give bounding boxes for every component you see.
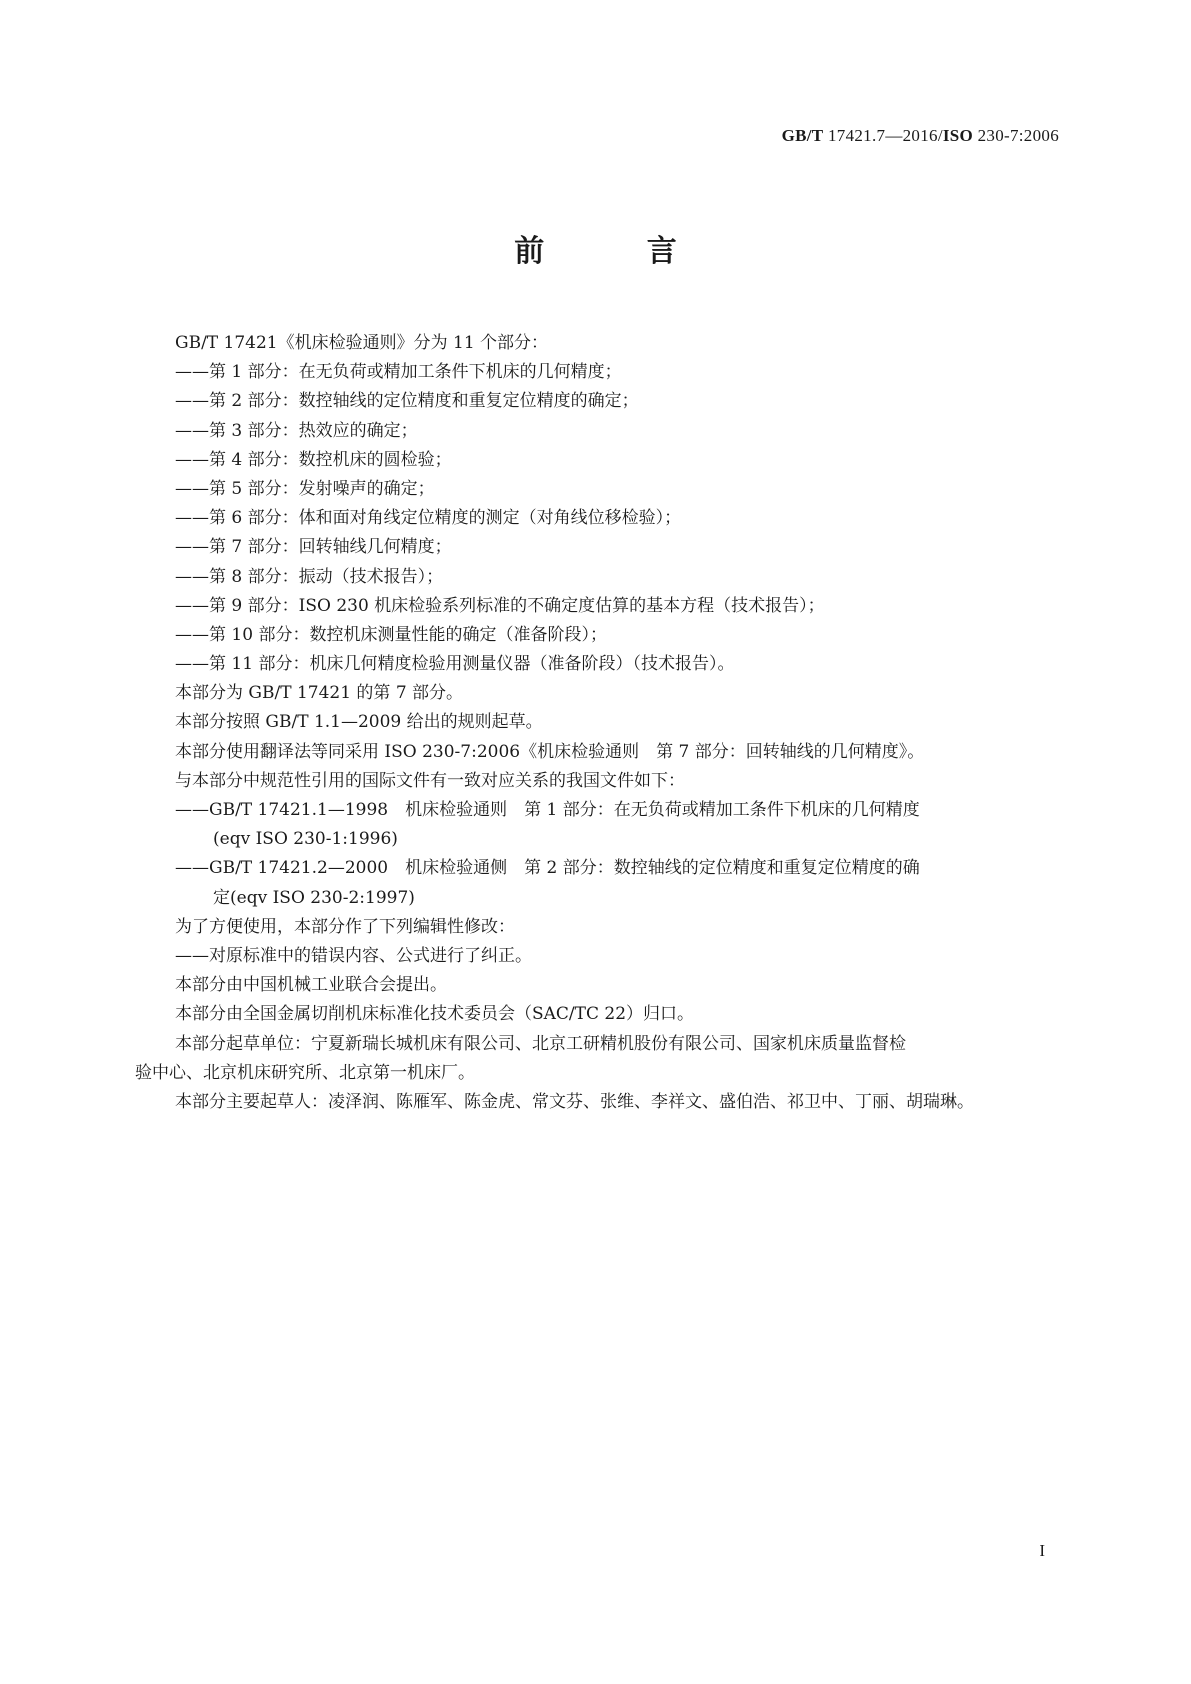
list-item-part-2: ——第 2 部分：数控轴线的定位精度和重复定位精度的确定； bbox=[175, 391, 639, 412]
code-iso: ISO bbox=[942, 126, 974, 145]
reference-item-1-line-1: ——GB/T 17421.1—1998 机床检验通则 第 1 部分：在无负荷或精加工条件下机床的几何精度 bbox=[175, 800, 920, 820]
paragraph-drafting-units-line-2: 验中心、北京机床研究所、北京第一机床厂。 bbox=[135, 1062, 475, 1083]
code-iso-number: 230-7:2006 bbox=[977, 126, 1059, 145]
paragraph-adoption: 本部分使用翻译法等同采用 ISO 230-7:2006《机床检验通则 第 7 部分：回转轴线的几何精度》。 bbox=[175, 741, 925, 762]
standard-code bbox=[782, 126, 1059, 146]
foreword-body bbox=[135, 329, 1065, 1117]
paragraph-drafting-rules: 本部分按照 GB/T 1.1—2009 给出的规则起草。 bbox=[175, 712, 543, 733]
paragraph-part-statement: 本部分为 GB/T 17421 的第 7 部分。 bbox=[175, 683, 464, 704]
list-item-part-4: ——第 4 部分：数控机床的圆检验； bbox=[175, 449, 452, 470]
list-item-correction: ——对原标准中的错误内容、公式进行了纠正。 bbox=[175, 945, 532, 966]
list-item-part-5: ——第 5 部分：发射噪声的确定； bbox=[175, 478, 435, 499]
list-item-part-8: ——第 8 部分：振动（技术报告）； bbox=[175, 566, 444, 587]
paragraph-proposer: 本部分由中国机械工业联合会提出。 bbox=[175, 975, 447, 996]
list-item-part-9: ——第 9 部分：ISO 230 机床检验系列标准的不确定度估算的基本方程（技术报告）； bbox=[175, 595, 825, 616]
page-title: 前 言 bbox=[514, 234, 723, 269]
list-item-part-7: ——第 7 部分：回转轴线几何精度； bbox=[175, 537, 452, 558]
paragraph-committee: 本部分由全国金属切削机床标准化技术委员会（SAC/TC 22）归口。 bbox=[175, 1004, 695, 1025]
reference-item-2-line-2: 定(eqv ISO 230-2:1997) bbox=[213, 887, 415, 908]
list-item-part-11: ——第 11 部分：机床几何精度检验用测量仪器（准备阶段）（技术报告）。 bbox=[175, 654, 735, 675]
paragraph-intro: GB/T 17421《机床检验通则》分为 11 个部分： bbox=[175, 333, 549, 353]
code-prefix: GB/T bbox=[781, 126, 824, 145]
paragraph-drafters: 本部分主要起草人：凌泽润、陈雁军、陈金虎、常文芬、张维、李祥文、盛伯浩、祁卫中、丁丽、胡瑞琳。 bbox=[175, 1091, 974, 1112]
list-item-part-6: ——第 6 部分：体和面对角线定位精度的测定（对角线位移检验）； bbox=[175, 508, 682, 529]
paragraph-editorial-changes: 为了方便使用，本部分作了下列编辑性修改： bbox=[175, 916, 515, 937]
reference-item-1-line-2: (eqv ISO 230-1:1996) bbox=[213, 829, 398, 850]
reference-item-2-line-1: ——GB/T 17421.2—2000 机床检验通侧 第 2 部分：数控轴线的定位精度和重复定位精度的确 bbox=[175, 858, 920, 879]
list-item-part-1: ——第 1 部分：在无负荷或精加工条件下机床的几何精度； bbox=[175, 362, 622, 383]
list-item-part-10: ——第 10 部分：数控机床测量性能的确定（准备阶段）； bbox=[175, 624, 607, 645]
paragraph-references-intro: 与本部分中规范性引用的国际文件有一致对应关系的我国文件如下： bbox=[175, 770, 685, 791]
page-number: I bbox=[1039, 1541, 1045, 1560]
code-number: 17421.7—2016/ bbox=[827, 126, 943, 145]
list-item-part-3: ——第 3 部分：热效应的确定； bbox=[175, 420, 418, 441]
paragraph-drafting-units-line-1: 本部分起草单位：宁夏新瑞长城机床有限公司、北京工研精机股份有限公司、国家机床质量监督检 bbox=[175, 1033, 906, 1054]
